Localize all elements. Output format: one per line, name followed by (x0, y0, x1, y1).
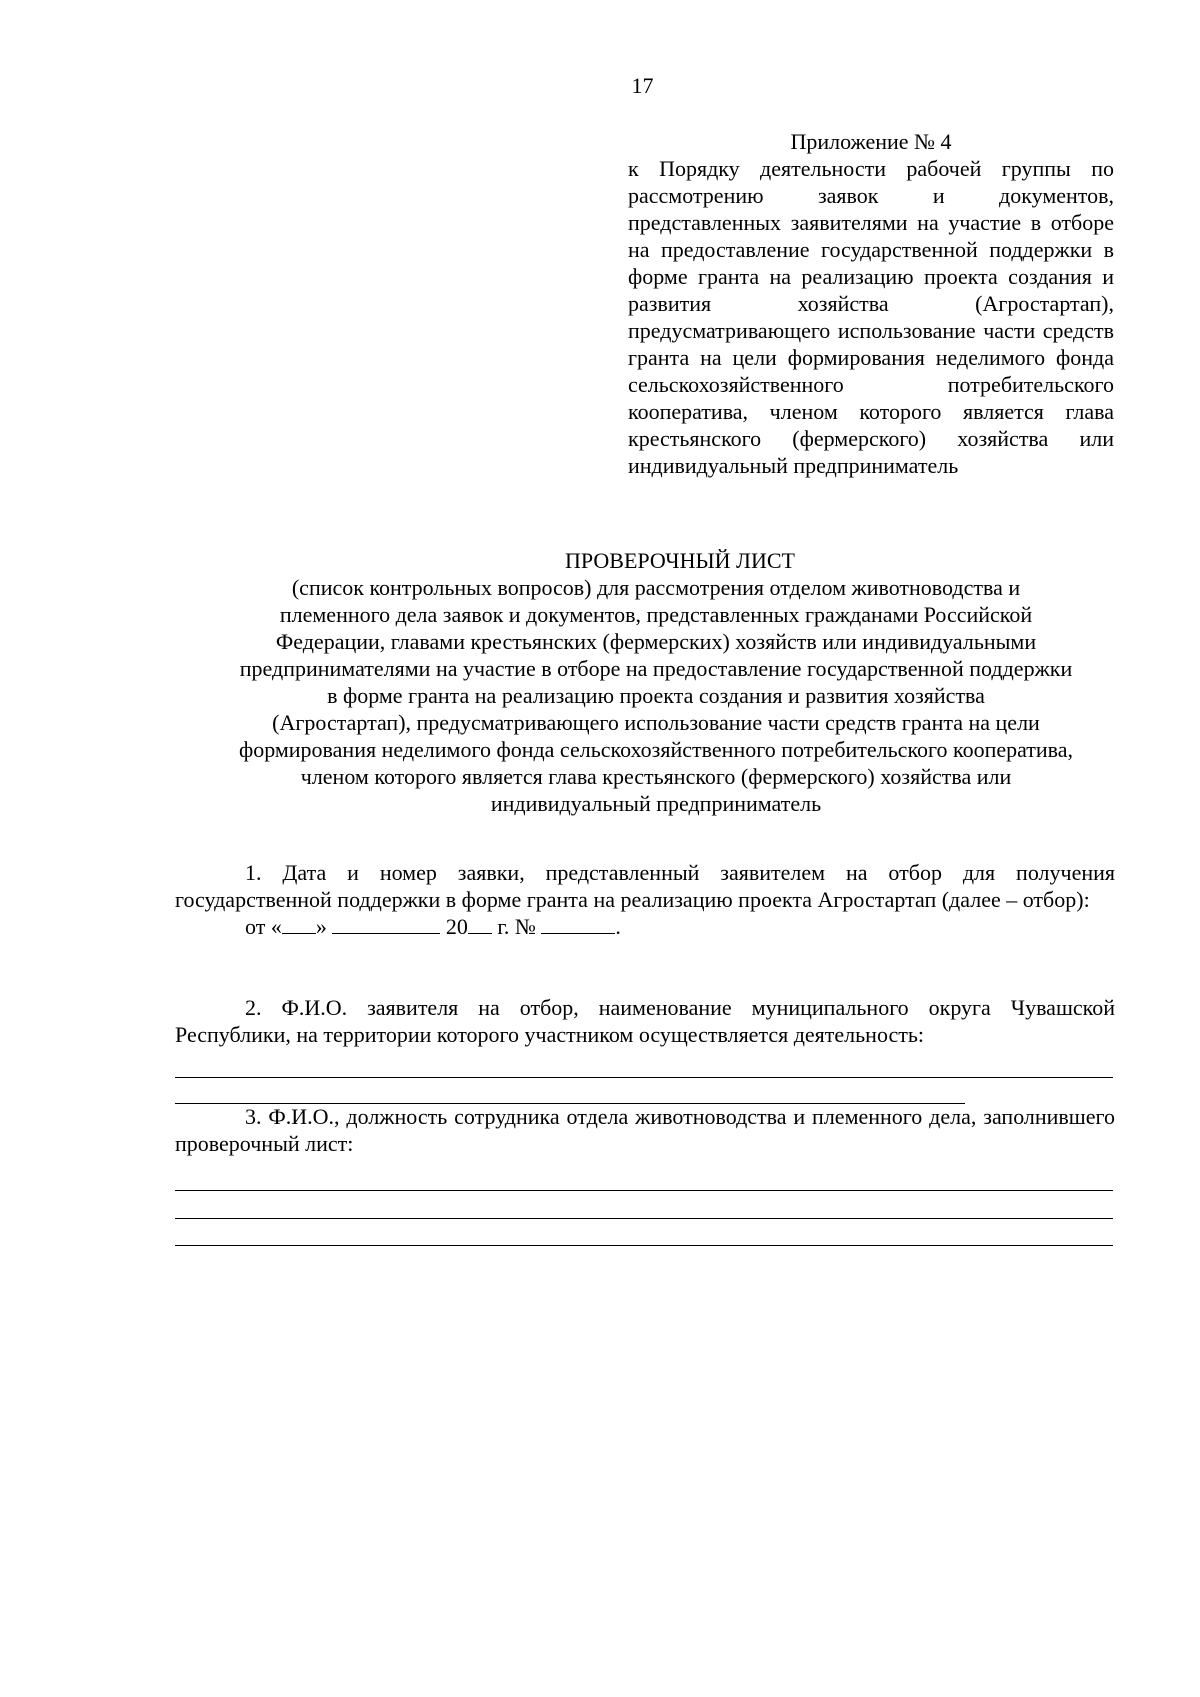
date-century: 20 (445, 914, 468, 939)
appendix-title: Приложение № 4 (790, 129, 952, 154)
appendix-block (628, 128, 1114, 479)
date-prefix: от « (245, 914, 282, 939)
subtitle-line: предпринимателями на участие в отборе на предоставление государственной поддержки (239, 656, 1073, 681)
month-blank[interactable] (332, 913, 440, 934)
date-year-suffix: г. № (497, 914, 536, 939)
employee-info-line-3[interactable] (175, 1245, 1113, 1246)
subtitle-line: племенного дела заявок и документов, представленных гражданами Российской (279, 602, 1033, 627)
applicant-info-line-1[interactable] (175, 1077, 1113, 1078)
checklist-item-2 (175, 994, 1115, 1048)
item-1-text: 1. Дата и номер заявки, представленный заявителем на отбор для получения государственной поддержки в форме гранта на реализацию проекта Агростартап (далее – отбор): (175, 860, 1115, 912)
document-title: ПРОВЕРОЧНЫЙ ЛИСТ (565, 548, 795, 573)
page-number: 17 (631, 73, 654, 98)
subtitle-line: формирования неделимого фонда сельскохозяйственного потребительского кооператива, (238, 737, 1074, 762)
application-date-line (175, 913, 1115, 940)
checklist-item-1 (175, 859, 1115, 940)
subtitle-line: (Агростартап), предусматривающего использование части средств гранта на цели (272, 710, 1040, 735)
employee-info-line-2[interactable] (175, 1218, 1113, 1219)
number-blank[interactable] (541, 913, 615, 934)
document-subtitle (176, 574, 1136, 817)
day-blank[interactable] (282, 913, 316, 934)
appendix-body: к Порядку деятельности рабочей группы по рассмотрению заявок и документов, представленных заявителями на участие в отборе на предоставление государственной поддержки в форме гранта на реализацию проекта создания и развития хозяйства (Агростартап), предусматривающего использование части средств гранта на цели формирования неделимого фонда сельскохозяйственного потребительского кооператива, членом которого является глава крестьянского (фермерского) хозяйства или индивидуальный предприниматель (628, 156, 1114, 478)
date-quote-close: » (315, 914, 327, 939)
subtitle-line: Федерации, главами крестьянских (фермерских) хозяйств или индивидуальными (275, 629, 1037, 654)
year-blank[interactable] (468, 913, 492, 934)
date-end: . (615, 914, 621, 939)
subtitle-line: в форме гранта на реализацию проекта создания и развития хозяйства (327, 683, 985, 708)
subtitle-line: членом которого является глава крестьянского (фермерского) хозяйства или (300, 764, 1012, 789)
item-3-text: 3. Ф.И.О., должность сотрудника отдела животноводства и племенного дела, заполнившего проверочный лист: (175, 1104, 1115, 1156)
employee-info-line-1[interactable] (175, 1190, 1113, 1191)
subtitle-line: индивидуальный предприниматель (490, 791, 822, 816)
subtitle-line: (список контрольных вопросов) для рассмотрения отделом животноводства и (291, 575, 1021, 600)
item-2-text: 2. Ф.И.О. заявителя на отбор, наименование муниципального округа Чувашской Республики, на территории которого участником осуществляется деятельность: (175, 995, 1115, 1047)
checklist-item-3 (175, 1103, 1115, 1157)
